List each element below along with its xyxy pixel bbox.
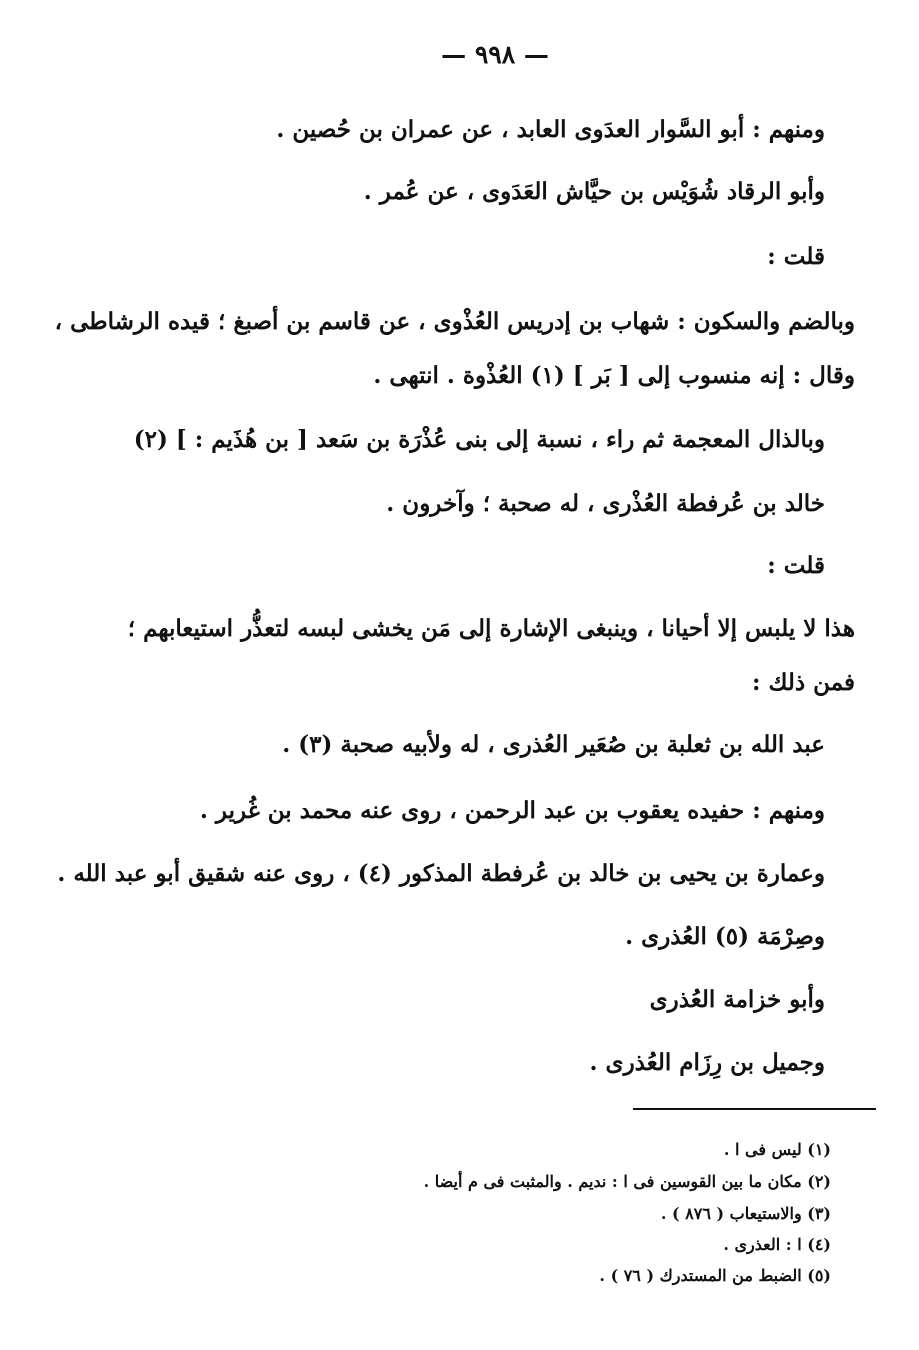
footnote-4: (٤) ا : العذرى . bbox=[723, 1235, 831, 1254]
text-line-10: فمن ذلك : bbox=[752, 669, 855, 696]
text-line-7: خالد بن عُرفطة العُذْرى ، له صحبة ؛ وآخرون . bbox=[386, 490, 825, 517]
text-line-5: وقال : إنه منسوب إلى [ بَر ] (١) العُذْوة . انتهى . bbox=[373, 362, 855, 389]
text-line-15: وأبو خزامة العُذرى bbox=[649, 986, 825, 1013]
text-line-2: وأبو الرقاد شُوَيْس بن حيَّاش العَدَوى ، عن عُمر . bbox=[363, 178, 825, 205]
footnote-1: (١) ليس فى ا . bbox=[723, 1140, 831, 1159]
page-number: — ٩٩٨ — bbox=[441, 40, 549, 69]
text-line-8: قلت : bbox=[767, 552, 825, 579]
text-line-1: ومنهم : أبو السَّوار العدَوى العابد ، عن عمران بن حُصين . bbox=[276, 116, 825, 143]
footnote-5: (٥) الضبط من المستدرك ( ٧٦ ) . bbox=[599, 1266, 831, 1285]
footnote-divider bbox=[633, 1108, 876, 1110]
text-line-13: وعمارة بن يحيى بن خالد بن عُرفطة المذكور (٤) ، روى عنه شقيق أبو عبد الله . bbox=[57, 860, 825, 887]
text-line-9: هذا لا يلبس إلا أحيانا ، وينبغى الإشارة إلى مَن يخشى لبسه لتعذُّر استيعابهم ؛ bbox=[127, 615, 855, 642]
footnote-2: (٢) مكان ما بين القوسين فى ا : نديم . والمثبت فى م أيضا . bbox=[423, 1172, 831, 1191]
text-line-6: وبالذال المعجمة ثم راء ، نسبة إلى بنى عُذْرَة بن سَعد [ بن هُذَيم : ] (٢) bbox=[133, 426, 825, 453]
text-line-3: قلت : bbox=[767, 243, 825, 270]
text-line-11: عبد الله بن ثعلبة بن صُعَير العُذرى ، له ولأبيه صحبة (٣) . bbox=[282, 731, 825, 758]
text-line-16: وجميل بن رِزَام العُذرى . bbox=[589, 1049, 825, 1076]
text-line-12: ومنهم : حفيده يعقوب بن عبد الرحمن ، روى عنه محمد بن غُرير . bbox=[199, 797, 825, 824]
footnote-3: (٣) والاستيعاب ( ٨٧٦ ) . bbox=[660, 1204, 831, 1223]
text-line-4: وبالضم والسكون : شهاب بن إدريس العُذْوى ، عن قاسم بن أصبغ ؛ قيده الرشاطى ، bbox=[54, 308, 855, 335]
text-line-14: وصِرْمَة (٥) العُذرى . bbox=[625, 923, 825, 950]
